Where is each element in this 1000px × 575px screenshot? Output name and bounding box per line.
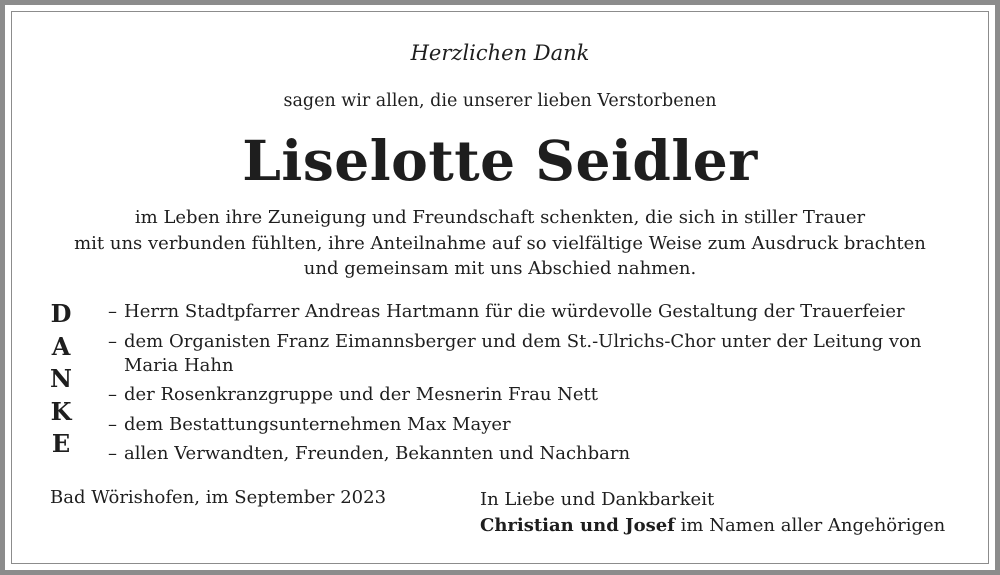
dash-bullet: – [108, 384, 117, 405]
body-line: mit uns verbunden fühlten, ihre Anteilnahme auf so vielfältige Weise zum Ausdruck brachten [74, 233, 926, 254]
danke-letter: K [50, 396, 72, 426]
list-item [108, 330, 968, 378]
place-date: Bad Wörishofen, im September 2023 [50, 487, 387, 508]
list-item-text: allen Verwandten, Freunden, Bekannten und Nachbarn [124, 443, 631, 464]
list-item-text: der Rosenkranzgruppe und der Mesnerin Frau Nett [124, 384, 599, 405]
signers-suffix: im Namen aller Angehörigen [674, 515, 946, 536]
list-item [108, 442, 968, 466]
list-item [108, 300, 968, 324]
dash-bullet: – [108, 330, 117, 352]
body-line: und gemeinsam mit uns Abschied nahmen. [303, 258, 697, 279]
list-item [108, 383, 968, 407]
danke-letter: D [50, 299, 72, 328]
deceased-name: Liselotte Seidler [242, 128, 758, 193]
signature-block [480, 487, 945, 539]
danke-letter: A [51, 331, 71, 361]
danke-letter: E [51, 429, 71, 458]
signers-line [480, 513, 945, 539]
list-item-text: dem Organisten Franz Eimannsberger und dem St.-Ulrichs-Chor unter der Leitung von Maria Hahn [124, 330, 922, 376]
signers-names: Christian und Josef [480, 515, 675, 536]
dash-bullet: – [108, 443, 117, 464]
dash-bullet: – [108, 301, 117, 322]
danke-letter: N [50, 364, 72, 393]
list-item-text: dem Bestattungsunternehmen Max Mayer [124, 413, 511, 435]
dash-bullet: – [108, 413, 117, 435]
greeting-heading: Herzlichen Dank [410, 41, 590, 65]
thanks-list [108, 300, 968, 472]
intro-text: sagen wir allen, die unserer lieben Verstorbenen [283, 91, 717, 111]
danke-vertical-word [46, 298, 76, 461]
body-line: im Leben ihre Zuneigung und Freundschaft schenkten, die sich in stiller Trauer [134, 207, 866, 228]
list-item-text: Herrn Stadtpfarrer Andreas Hartmann für die würdevolle Gestaltung der Trauerfeier [124, 301, 905, 322]
closing-text: In Liebe und Dankbarkeit [480, 489, 715, 510]
list-item [108, 413, 968, 437]
